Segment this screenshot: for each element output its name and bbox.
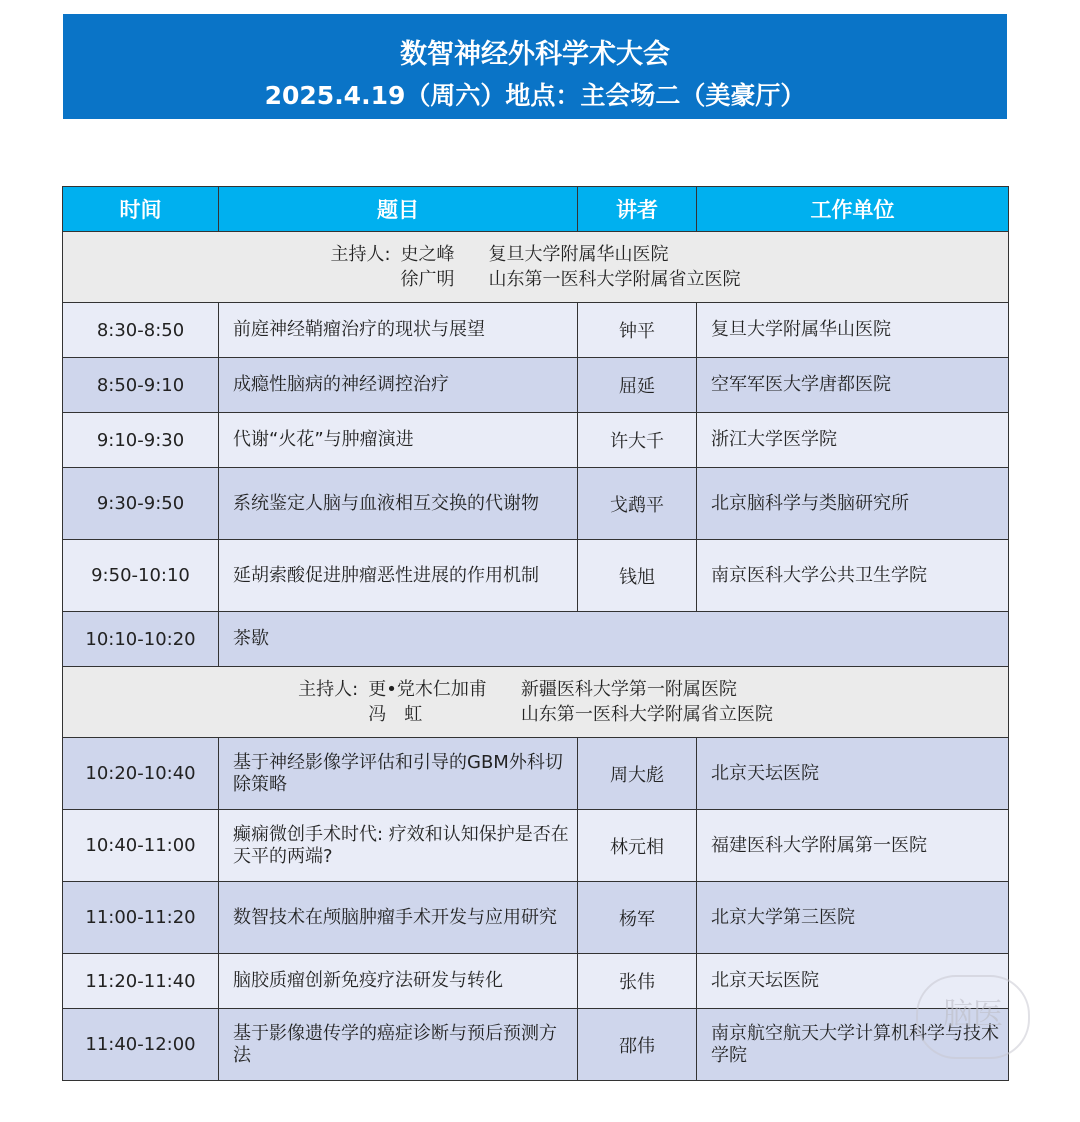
host-label: 主持人: [298,679,359,700]
row-unit: 北京脑科学与类脑研究所 [697,468,1009,540]
host-unit: 山东第一医科大学附属省立医院 [488,269,741,290]
row-unit: 空军军医大学唐都医院 [697,358,1009,413]
table-row [63,413,1009,468]
host-list [368,677,773,727]
host-box [63,677,1008,727]
row-title: 系统鉴定人脑与血液相互交换的代谢物 [219,468,578,540]
row-title: 代谢“火花”与肿瘤演进 [219,413,578,468]
host-name: 徐广明 [400,269,455,290]
row-speaker: 杨军 [578,882,697,954]
row-time: 9:10-9:30 [63,413,219,468]
event-date-venue: 2025.4.19（周六）地点：主会场二（美豪厅） [264,81,806,110]
row-title: 数智技术在颅脑肿瘤手术开发与应用研究 [219,882,578,954]
row-speaker: 许大千 [578,413,697,468]
table-row [63,358,1009,413]
host-unit: 山东第一医科大学附属省立医院 [520,704,773,725]
header-topic: 题目 [219,187,578,232]
row-time: 11:40-12:00 [63,1009,219,1081]
row-title: 延胡索酸促进肿瘤恶性进展的作用机制 [219,540,578,612]
table-row [63,303,1009,358]
host-unit: 复旦大学附属华山医院 [488,244,669,265]
host-label: 主持人: [330,244,391,265]
row-time: 11:00-11:20 [63,882,219,954]
row-title: 基于影像遗传学的癌症诊断与预后预测方法 [219,1009,578,1081]
row-speaker: 钟平 [578,303,697,358]
table-row [63,540,1009,612]
row-time: 10:40-11:00 [63,810,219,882]
row-unit: 复旦大学附属华山医院 [697,303,1009,358]
break-time: 10:10-10:20 [63,612,219,667]
row-unit: 北京天坛医院 [697,954,1009,1009]
event-title: 数智神经外科学术大会 [400,39,670,70]
row-speaker: 屈延 [578,358,697,413]
break-row [63,612,1009,667]
table-row [63,468,1009,540]
row-title: 前庭神经鞘瘤治疗的现状与展望 [219,303,578,358]
table-row [63,738,1009,810]
host-name: 更•党木仁加甫 [368,679,487,700]
host-box [63,242,1008,292]
table-header-row [63,187,1009,232]
row-time: 8:50-9:10 [63,358,219,413]
row-time: 8:30-8:50 [63,303,219,358]
table-row [63,1009,1009,1081]
row-speaker: 钱旭 [578,540,697,612]
row-time: 10:20-10:40 [63,738,219,810]
header-time: 时间 [63,187,219,232]
schedule-table [62,186,1009,1081]
table-row [63,810,1009,882]
table-row [63,954,1009,1009]
row-unit: 北京大学第三医院 [697,882,1009,954]
row-unit: 南京航空航天大学计算机科学与技术学院 [697,1009,1009,1081]
row-title: 脑胶质瘤创新免疫疗法研发与转化 [219,954,578,1009]
row-time: 9:30-9:50 [63,468,219,540]
break-title: 茶歇 [219,612,1009,667]
row-speaker: 张伟 [578,954,697,1009]
host-name: 史之峰 [400,244,455,265]
watermark-logo: 脑医 [916,975,1030,1059]
row-unit: 北京天坛医院 [697,738,1009,810]
row-title: 成瘾性脑病的神经调控治疗 [219,358,578,413]
row-time: 9:50-10:10 [63,540,219,612]
row-unit: 福建医科大学附属第一医院 [697,810,1009,882]
row-speaker: 周大彪 [578,738,697,810]
host-row [63,232,1009,303]
header-speaker: 讲者 [578,187,697,232]
host-unit: 新疆医科大学第一附属医院 [520,679,737,700]
table-row [63,882,1009,954]
header-unit: 工作单位 [697,187,1009,232]
row-unit: 南京医科大学公共卫生学院 [697,540,1009,612]
row-title: 癫痫微创手术时代: 疗效和认知保护是否在天平的两端? [219,810,578,882]
host-row [63,667,1009,738]
row-title: 基于神经影像学评估和引导的GBM外科切除策略 [219,738,578,810]
host-list [401,242,741,292]
event-banner [63,14,1007,119]
row-speaker: 戈鹉平 [578,468,697,540]
host-name: 冯 虹 [368,704,423,725]
row-speaker: 邵伟 [578,1009,697,1081]
row-unit: 浙江大学医学院 [697,413,1009,468]
row-speaker: 林元相 [578,810,697,882]
row-time: 11:20-11:40 [63,954,219,1009]
